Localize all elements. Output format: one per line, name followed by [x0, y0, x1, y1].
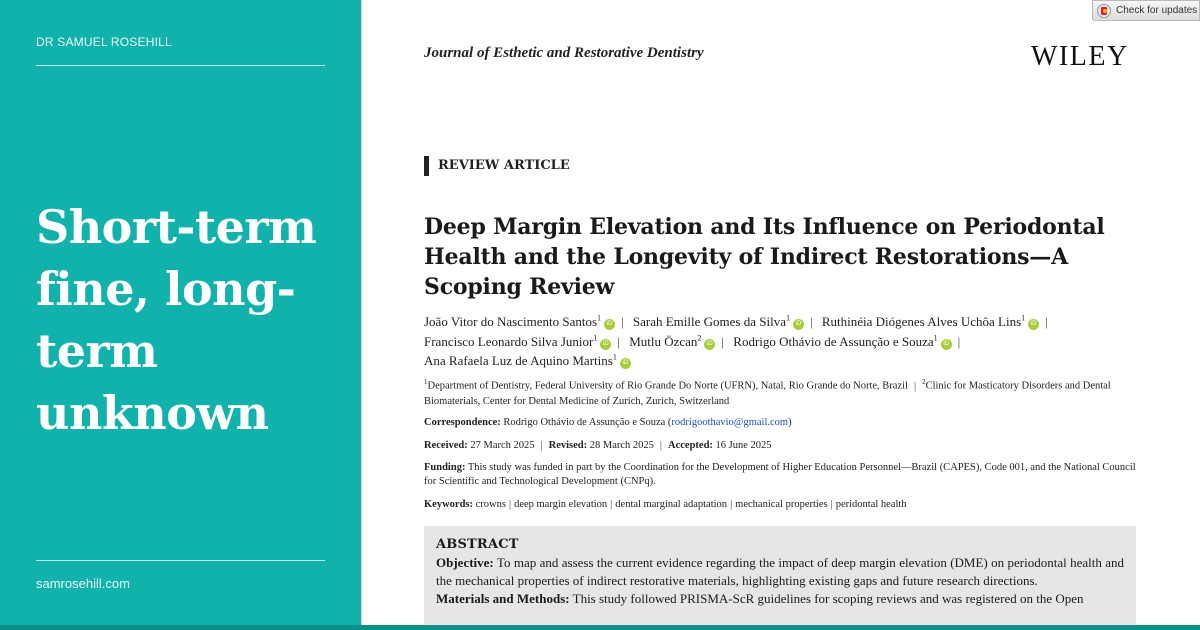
author-name: Ruthinéia Diógenes Alves Uchôa Lins	[821, 314, 1022, 330]
received-date: 27 March 2025	[470, 440, 535, 451]
correspondence-name: Rodrigo Othávio de Assunção e Souza	[503, 417, 666, 428]
author-item[interactable]	[822, 314, 1039, 329]
affiliation-text: Department of Dentistry, Federal University of Rio Grande Do Norte (UFRN), Natal, Rio Grande do Norte, Brazil	[427, 380, 908, 392]
author-name: Rodrigo Othávio de Assunção e Souza	[733, 333, 934, 349]
check-for-updates-label: Check for updates	[1116, 5, 1198, 16]
affiliations	[424, 375, 1136, 409]
correspondence-email[interactable]: rodrigoothavio@gmail.com	[671, 417, 789, 428]
affiliation-marker: 2	[697, 333, 702, 343]
bottom-strip	[0, 625, 1200, 630]
abstract-heading: ABSTRACT	[436, 537, 519, 552]
affiliation-marker: 1	[785, 314, 790, 323]
date-separator: |	[659, 440, 663, 451]
funding-text: This study was funded in part by the Coordination for the Development of Higher Education Personnel—Brazil (CAPES), Code 001, and the National Council for Scientific and Technological Development (CNPq).	[424, 462, 1136, 487]
date-separator: |	[540, 440, 543, 451]
keyword[interactable]: peridontal health	[835, 499, 907, 510]
author-item[interactable]	[633, 314, 804, 329]
keywords	[424, 498, 1136, 512]
keyword[interactable]: dental marginal adaptation	[615, 499, 728, 510]
revised-label: Revised:	[548, 440, 588, 451]
accepted-date: 16 June 2025	[715, 440, 772, 451]
abstract-text	[436, 554, 1124, 608]
article-title: Deep Margin Elevation and Its Influence on Periodontal Health and the Longevity of Indirect Restorations—A Scoping Review	[424, 214, 1105, 300]
affiliation-marker: 1	[612, 352, 617, 362]
keyword-separator: |	[610, 499, 613, 510]
author-name: DR SAMUEL ROSEHILL	[36, 35, 172, 49]
revised-date: 28 March 2025	[589, 440, 654, 451]
orcid-icon[interactable]: iD	[1028, 319, 1039, 330]
author-item[interactable]	[424, 334, 611, 349]
author-separator: |	[1045, 314, 1048, 330]
author-name: Sarah Emille Gomes da Silva	[632, 314, 786, 330]
author-name: João Vitor do Nascimento Santos	[424, 314, 598, 330]
check-for-updates-button[interactable]	[1092, 0, 1200, 21]
keyword-separator: |	[508, 499, 512, 510]
correspondence: Correspondence: Rodrigo Othávio de Assunção e Souza (rodrigoothavio@gmail.com)	[424, 417, 792, 428]
bottom-divider	[36, 560, 325, 561]
author-separator: |	[621, 314, 624, 330]
affiliation-marker: 1	[933, 333, 938, 343]
top-divider	[36, 65, 325, 66]
objective-text: To map and assess the current evidence regarding the impact of deep margin elevation (DME) on periodontal health and the mechanical properties of indirect restorative materials, highlighting existing gaps and future research directions.	[436, 555, 1125, 588]
keyword-separator: |	[730, 499, 733, 510]
objective-label: Objective:	[436, 555, 494, 570]
keyword-separator: |	[830, 499, 833, 510]
headline: Short-term fine, long-term unknown	[36, 200, 317, 440]
keyword[interactable]: deep margin elevation	[514, 499, 608, 510]
site-link[interactable]: samrosehill.com	[36, 576, 130, 591]
author-name: Ana Rafaela Luz de Aquino Martins	[424, 352, 613, 368]
journal-name: Journal of Esthetic and Restorative Dentistry	[424, 45, 704, 61]
keyword[interactable]: crowns	[475, 499, 506, 510]
author-separator: |	[721, 333, 725, 349]
publisher-logo: WILEY	[1031, 41, 1129, 72]
article-dates	[424, 439, 1136, 453]
keywords-label: Keywords:	[424, 499, 473, 510]
orcid-icon[interactable]: iD	[704, 339, 715, 350]
panel-divider	[361, 0, 362, 630]
author-item[interactable]	[424, 353, 631, 368]
received-label: Received:	[424, 440, 468, 451]
author-item[interactable]	[424, 314, 615, 329]
author-separator: |	[809, 314, 813, 330]
methods-label: Materials and Methods:	[436, 591, 570, 606]
affiliation-marker: 1	[1021, 314, 1026, 323]
affiliation-separator: |	[913, 380, 917, 392]
orcid-icon[interactable]: iD	[600, 339, 611, 350]
abstract-box	[424, 526, 1136, 630]
crossmark-icon	[1097, 4, 1111, 18]
accepted-label: Accepted:	[668, 440, 713, 451]
methods-text: This study followed PRISMA-ScR guidelines for scoping reviews and was registered on the Open	[572, 591, 1084, 606]
affiliation-text: Clinic for Masticatory Disorders and Dental Biomaterials, Center for Dental Medicine of Zurich, Zurich, Switzerland	[424, 380, 1111, 407]
author-item[interactable]	[629, 334, 715, 349]
author-separator: |	[957, 333, 961, 349]
left-panel	[0, 0, 361, 630]
author-item[interactable]	[733, 334, 951, 349]
affiliation-number: 2	[922, 378, 926, 386]
orcid-icon[interactable]: iD	[620, 358, 631, 369]
orcid-icon[interactable]: iD	[793, 319, 804, 330]
correspondence-label: Correspondence:	[424, 417, 501, 428]
affiliation-number: 1	[424, 378, 428, 386]
funding	[424, 461, 1136, 489]
author-list	[424, 311, 1136, 369]
funding-label: Funding:	[424, 462, 466, 473]
article-type: REVIEW ARTICLE	[424, 156, 570, 176]
orcid-icon[interactable]: iD	[941, 339, 952, 350]
author-name: Francisco Leonardo Silva Junior	[424, 333, 594, 349]
orcid-icon[interactable]: iD	[604, 319, 615, 330]
author-separator: |	[617, 333, 620, 349]
author-name: Mutlu Özcan	[629, 333, 698, 349]
keyword[interactable]: mechanical properties	[735, 499, 828, 510]
affiliation-marker: 1	[597, 314, 602, 323]
affiliation-marker: 1	[593, 333, 598, 343]
